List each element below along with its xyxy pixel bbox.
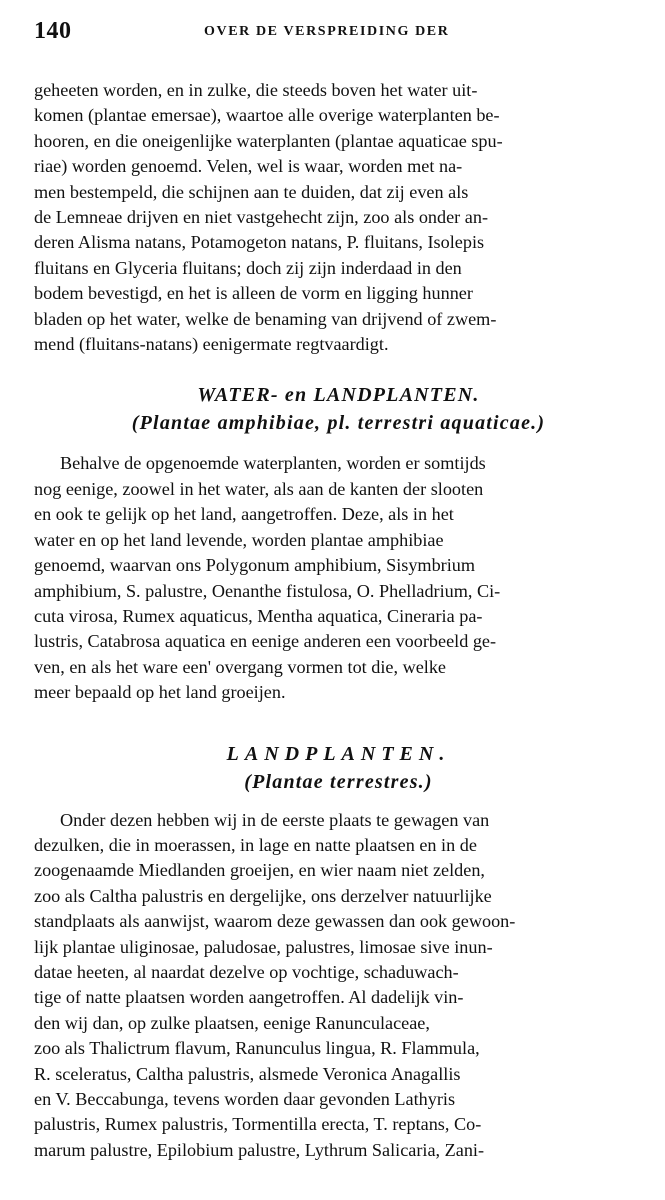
text-line: hooren, en die oneigenlijke waterplanten (plantae aquaticae spu-: [34, 130, 503, 151]
text-line: mend (fluitans-natans) eenigermate regtvaardigt.: [34, 334, 389, 355]
text-line: water en op het land levende, worden plantae amphibiae: [34, 529, 444, 550]
text-line: men bestempeld, die schijnen aan te duiden, dat zij even als: [34, 181, 469, 202]
section-heading-water-land-plants: WATER- en LANDPLANTEN.: [197, 384, 480, 407]
text-line: deren Alisma natans, Potamogeton natans, P. fluitans, Isolepis: [34, 232, 485, 253]
section-subheading-amphibiae: (Plantae amphibiae, pl. terrestri aquaticae.): [131, 412, 546, 435]
text-line: genoemd, waarvan ons Polygonum amphibium, Sisymbrium: [34, 555, 476, 576]
text-line: bladen op het water, welke de benaming van drijvend of zwem-: [34, 308, 497, 329]
text-line: meer bepaald op het land groeijen.: [34, 682, 286, 703]
text-line: zoo als Caltha palustris en dergelijke, ons derzelver natuurlijke: [34, 885, 492, 906]
text-line: Onder dezen hebben wij in de eerste plaats te gewagen van: [60, 809, 490, 830]
text-line: komen (plantae emersae), waartoe alle overige waterplanten be-: [34, 105, 500, 126]
paragraph-amphibious-plants: [34, 451, 643, 705]
text-line: geheeten worden, en in zulke, die steeds boven het water uit-: [34, 80, 478, 100]
text-line: cuta virosa, Rumex aquaticus, Mentha aquatica, Cineraria pa-: [34, 605, 483, 626]
text-line: marum palustre, Epilobium palustre, Lythrum Salicaria, Zani-: [34, 1139, 485, 1160]
text-line: datae heeten, al naardat dezelve op vochtige, schaduwach-: [34, 961, 459, 982]
running-title: OVER DE VERSPREIDING DER: [204, 24, 450, 39]
text-line: lijk plantae uliginosae, paludosae, palustres, limosae sive inun-: [34, 936, 493, 957]
text-line: ven, en als het ware een' overgang vormen tot die, welke: [34, 656, 447, 677]
running-head: [34, 14, 643, 48]
paragraph-land-plants: [34, 808, 643, 1164]
text-line: dezulken, die in moerassen, in lage en natte plaatsen en in de: [34, 834, 477, 855]
text-line: R. sceleratus, Caltha palustris, alsmede Veronica Anagallis: [34, 1063, 461, 1084]
section-heading-land-plants: LANDPLANTEN.: [226, 742, 451, 765]
text-line: zoo als Thalictrum flavum, Ranunculus lingua, R. Flammula,: [34, 1038, 480, 1059]
text-line: de Lemneae drijven en niet vastgehecht zijn, zoo als onder an-: [34, 207, 488, 228]
text-line: den wij dan, op zulke plaatsen, eenige Ranunculaceae,: [34, 1012, 430, 1033]
section-subheading-terrestres: (Plantae terrestres.): [244, 770, 433, 793]
text-line: zoogenaamde Miedlanden groeijen, en wier naam niet zelden,: [34, 860, 485, 881]
paragraph-aquatic-plants: [34, 78, 643, 357]
text-line: amphibium, S. palustre, Oenanthe fistulosa, O. Phelladrium, Ci-: [34, 580, 501, 601]
text-line: Behalve de opgenoemde waterplanten, worden er somtijds: [60, 453, 486, 474]
text-line: bodem bevestigd, en het is alleen de vorm en ligging hunner: [34, 283, 473, 304]
text-line: en V. Beccabunga, tevens worden daar gevonden Lathyris: [34, 1089, 456, 1109]
text-line: palustris, Rumex palustris, Tormentilla erecta, T. reptans, Co-: [34, 1114, 482, 1135]
text-line: fluitans en Glyceria fluitans; doch zij zijn inderdaad in den: [34, 257, 462, 278]
text-line: lustris, Catabrosa aquatica en eenige anderen een voorbeeld ge-: [34, 631, 497, 652]
text-line: tige of natte plaatsen worden aangetroffen. Al dadelijk vin-: [34, 987, 464, 1008]
text-line: riae) worden genoemd. Velen, wel is waar, worden met na-: [34, 156, 463, 177]
text-line: en ook te gelijk op het land, aangetroffen. Deze, als in het: [34, 504, 454, 525]
page-number: 140: [34, 18, 72, 44]
text-line: standplaats als aanwijst, waarom deze gewassen dan ook gewoon-: [34, 911, 516, 932]
text-line: nog eenige, zoowel in het water, als aan de kanten der slooten: [34, 478, 484, 499]
